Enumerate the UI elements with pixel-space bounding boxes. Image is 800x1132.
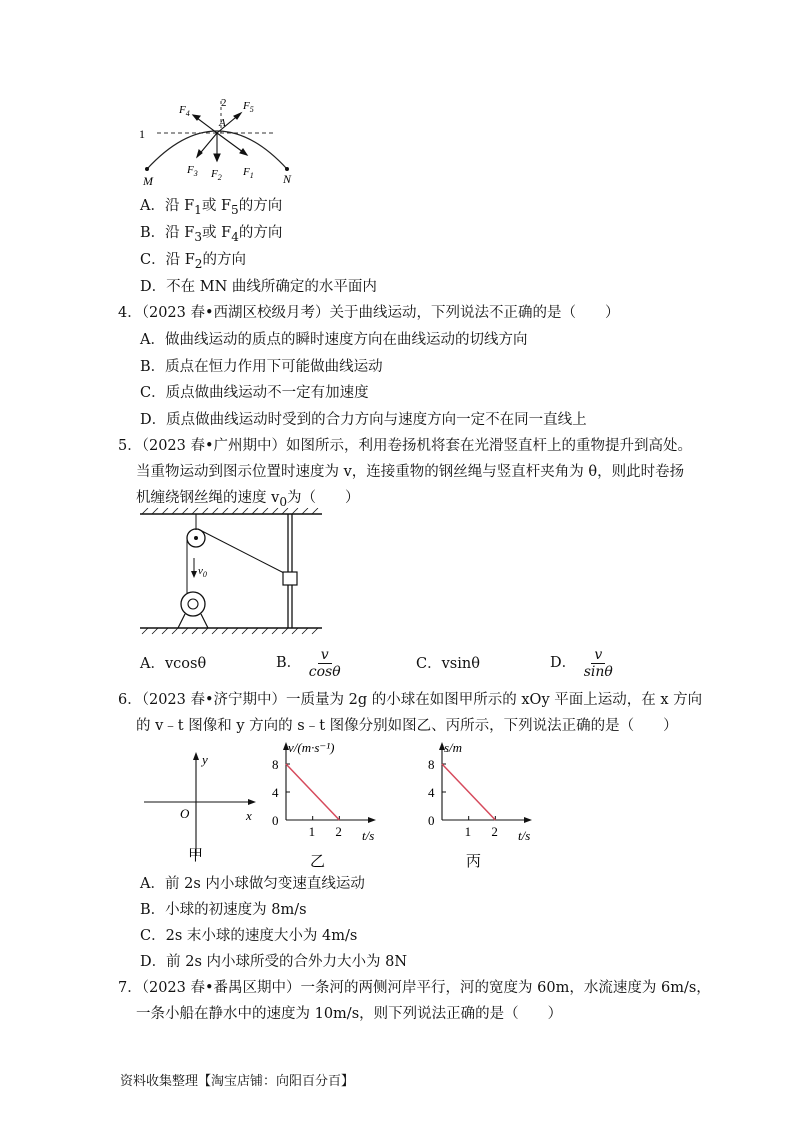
q5-stem-line2: 当重物运动到图示位置时速度为 v，连接重物的钢丝绳与竖直杆夹角为 θ，则此时卷扬 — [136, 464, 685, 480]
q6-figure-bing — [418, 740, 558, 870]
series-line — [442, 764, 495, 820]
q6-stem-line2: 的 v﹣t 图像和 y 方向的 s﹣t 图像分别如图乙、丙所示，下列说法正确的是（ ） — [136, 718, 678, 734]
q5-option-b[interactable]: B． $\frac{v}{\cos\theta}$ — [276, 646, 341, 680]
q5-winch-figure — [138, 508, 324, 638]
x-axis-arrow — [524, 817, 532, 823]
x-tick-label: 1 — [308, 824, 316, 839]
q6-figure-jia — [140, 748, 260, 866]
y-tick-label: 4 — [428, 785, 435, 800]
q6-option-b[interactable]: B．小球的初速度为 8m/s — [140, 902, 307, 918]
q5-option-d[interactable]: D． $\frac{v}{\sin\theta}$ — [550, 646, 613, 680]
weight-block — [283, 572, 297, 585]
label-m: M — [143, 174, 153, 187]
x-tick-label: 2 — [491, 824, 498, 839]
q4-stem: 4．（2023 春•西湖区校级月考）关于曲线运动，下列说法不正确的是（ ） — [118, 305, 620, 321]
axis-x-label: x — [246, 808, 252, 823]
label-v0: $v_0$ — [198, 565, 207, 579]
axis-y-label: y — [202, 752, 208, 767]
caption-jia: 甲 — [188, 848, 204, 864]
q4-option-c[interactable]: C．质点做曲线运动不一定有加速度 — [140, 385, 369, 401]
q7-stem-line2: 一条小船在静水中的速度为 10m/s，则下列说法正确的是（ ） — [136, 1006, 563, 1022]
label-f1: $F_1$ — [243, 166, 254, 180]
caption-yi: 乙 — [310, 854, 326, 870]
x-axis-label: t/s — [518, 828, 531, 843]
x-axis-arrow — [368, 817, 376, 823]
series-line — [286, 764, 339, 820]
q5-stem-line1: 5．（2023 春•广州期中）如图所示，利用卷扬机将套在光滑竖直杆上的重物提升到高处。 — [118, 438, 693, 454]
y-tick-label: 0 — [428, 813, 435, 828]
y-tick-label: 0 — [272, 813, 279, 828]
y-axis-label: v/(m·s⁻¹) — [288, 740, 335, 755]
label-line-2: 2 — [221, 97, 227, 109]
y-axis-label: s/m — [444, 740, 463, 755]
winch — [181, 592, 205, 616]
q7-stem-line1: 7．（2023 春•番禺区期中）一条河的两侧河岸平行，河的宽度为 60m，水流速度为 6m/s， — [118, 980, 711, 996]
point-n — [285, 167, 289, 171]
footer-text: 资料收集整理【淘宝店铺：向阳百分百】 — [120, 1074, 355, 1089]
q6-stem-line1: 6．（2023 春•济宁期中）一质量为 2g 的小球在如图甲所示的 xOy 平面上运动，在 x 方向 — [118, 692, 703, 708]
origin-label: O — [180, 806, 190, 821]
q3-option-d[interactable]: D．不在 MN 曲线所确定的水平面内 — [140, 279, 377, 295]
q3-force-figure — [135, 95, 310, 187]
q4-option-d[interactable]: D．质点做曲线运动时受到的合力方向与速度方向一定不在同一直线上 — [140, 412, 587, 428]
label-n: N — [283, 172, 292, 186]
label-f5: $F_5$ — [243, 100, 254, 114]
q3-option-b[interactable]: B．沿 $F_3$或 $F_4$的方向 — [140, 225, 283, 244]
q4-option-b[interactable]: B．质点在恒力作用下可能做曲线运动 — [140, 359, 383, 375]
x-tick-label: 1 — [464, 824, 472, 839]
point-m — [145, 167, 149, 171]
x-axis-label: t/s — [362, 828, 375, 843]
label-f3: $F_3$ — [187, 164, 198, 178]
rope — [198, 529, 284, 573]
label-a: A — [219, 117, 226, 129]
q3-option-a[interactable]: A．沿 $F_1$或 $F_5$的方向 — [140, 198, 283, 217]
q6-figure-yi — [262, 740, 402, 870]
label-line-1: 1 — [139, 127, 145, 141]
q5-stem-line3: 机缠绕钢丝绳的速度 $v_0$为（ ） — [136, 490, 360, 509]
y-tick-label: 4 — [272, 785, 279, 800]
y-tick-label: 8 — [272, 757, 279, 772]
label-f2: $F_2$ — [211, 168, 222, 182]
q6-option-a[interactable]: A．前 2s 内小球做匀变速直线运动 — [140, 876, 365, 892]
x-tick-label: 2 — [335, 824, 342, 839]
q5-option-a[interactable]: A．vcosθ — [140, 656, 207, 672]
q5-option-c[interactable]: C．vsinθ — [416, 656, 480, 672]
q6-option-c[interactable]: C．2s 末小球的速度大小为 4m/s — [140, 928, 358, 944]
q4-option-a[interactable]: A．做曲线运动的质点的瞬时速度方向在曲线运动的切线方向 — [140, 332, 528, 348]
label-f4: $F_4$ — [179, 104, 190, 118]
q6-option-d[interactable]: D．前 2s 内小球所受的合外力大小为 8N — [140, 954, 408, 970]
q3-option-c[interactable]: C．沿 $F_2$的方向 — [140, 252, 246, 271]
caption-bing: 丙 — [466, 854, 482, 870]
y-tick-label: 8 — [428, 757, 435, 772]
